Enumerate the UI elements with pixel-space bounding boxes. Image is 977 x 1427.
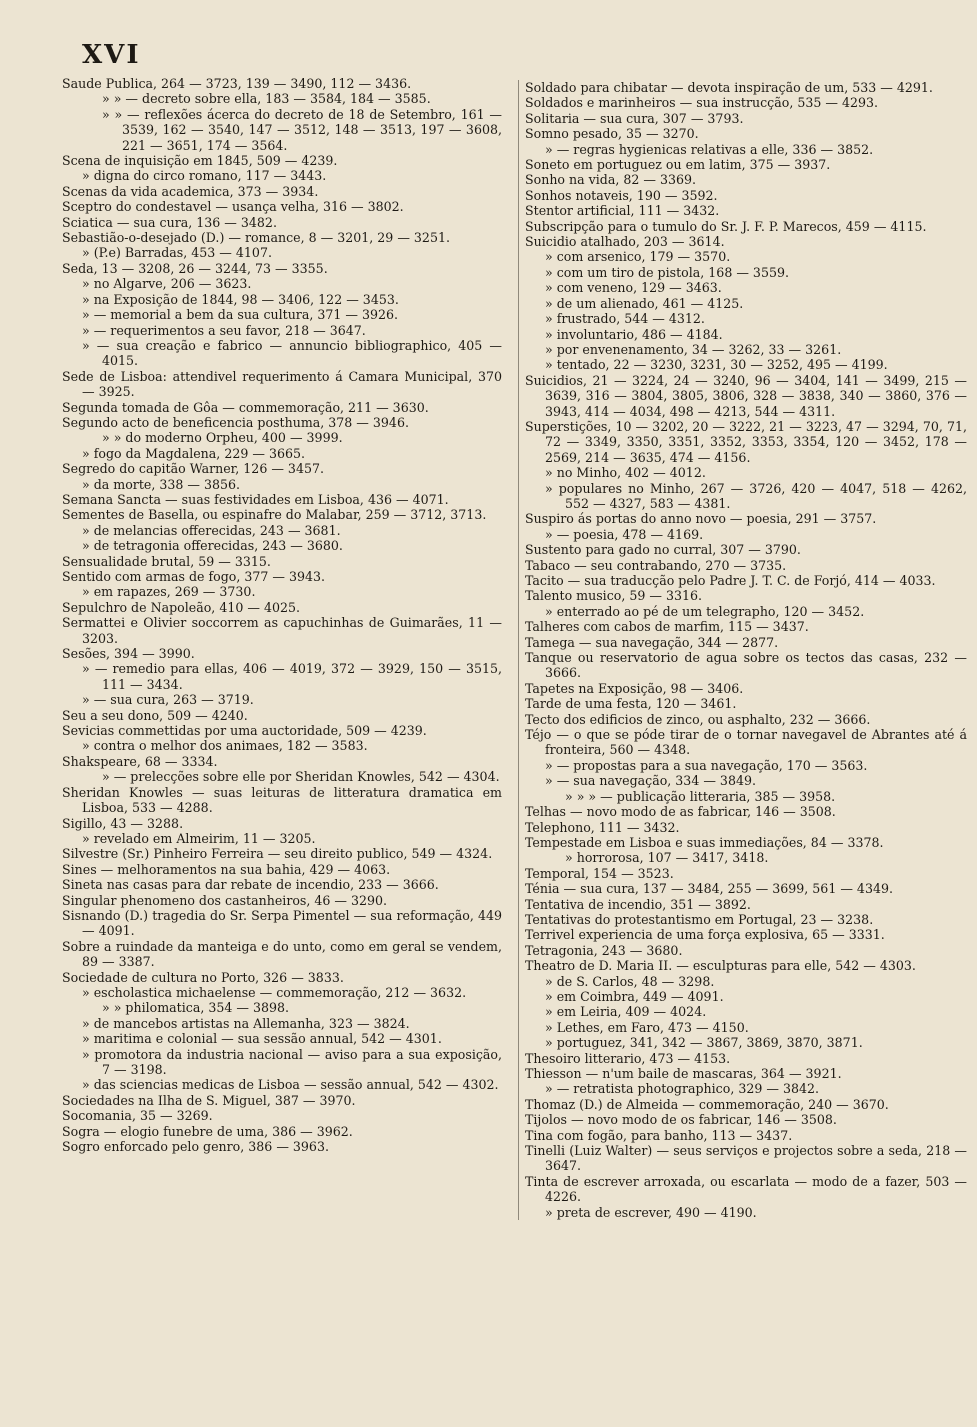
index-entry: » maritima e colonial — sua sessão annual, 542 — 4301.: [82, 1031, 442, 1047]
index-entry: » digna do circo romano, 117 — 3443.: [82, 168, 327, 184]
index-entry: Sevicias commettidas por uma auctoridade, 509 — 4239.: [62, 723, 427, 739]
index-entry: Segredo do capitão Warner, 126 — 3457.: [62, 461, 324, 477]
index-entry: Scena de inquisição em 1845, 509 — 4239.: [62, 153, 338, 169]
index-entry: » — retratista photographico, 329 — 3842.: [545, 1081, 820, 1097]
index-entry: » populares no Minho, 267 — 3726, 420 — 4047, 518 — 4262, 552 — 4327, 583 — 4381.: [545, 480, 967, 511]
index-entry: Sisnando (D.) tragedia do Sr. Serpa Pimentel — sua reformação, 449 — 4091.: [62, 907, 502, 939]
index-entry: » — poesia, 478 — 4169.: [545, 526, 704, 542]
index-entry: » — memorial a bem da sua cultura, 371 — 3926.: [82, 307, 399, 323]
index-entry: » no Minho, 402 — 4012.: [545, 465, 706, 481]
index-entry: Talheres com cabos de marfim, 115 — 3437.: [525, 619, 809, 635]
index-entry: » — regras hygienicas relativas a elle, 336 — 3852.: [545, 141, 874, 157]
index-entry: Tabaco — seu contrabando, 270 — 3735.: [525, 557, 787, 573]
index-entry: Tijolos — novo modo de os fabricar, 146 — 3508.: [525, 1112, 837, 1128]
index-entry: » no Algarve, 206 — 3623.: [82, 276, 252, 292]
index-entry: » » do moderno Orpheu, 400 — 3999.: [102, 430, 343, 446]
index-entry: Sonho na vida, 82 — 3369.: [525, 172, 697, 188]
index-entry: Terrivel experiencia de uma força explosiva, 65 — 3331.: [525, 927, 885, 943]
index-entry: Semana Sancta — suas festividades em Lisboa, 436 — 4071.: [62, 491, 449, 507]
index-entry: Telhas — novo modo de as fabricar, 146 — 3508.: [525, 804, 836, 820]
index-entry: Thesoiro litterario, 473 — 4153.: [525, 1050, 731, 1066]
index-entry: Sesões, 394 — 3990.: [62, 646, 195, 662]
index-entry: » (P.e) Barradas, 453 — 4107.: [82, 245, 272, 261]
index-entry: Sociedade de cultura no Porto, 326 — 3833.: [62, 969, 344, 985]
index-entry: Sineta nas casas para dar rebate de incendio, 233 — 3666.: [62, 877, 439, 893]
index-entry: Sementes de Basella, ou espinafre do Malabar, 259 — 3712, 3713.: [62, 507, 487, 523]
index-entry: Tentativas do protestantismo em Portugal, 23 — 3238.: [525, 911, 874, 927]
index-entry: Tina com fogão, para banho, 113 — 3437.: [525, 1127, 793, 1143]
index-entry: » enterrado ao pé de um telegrapho, 120 — 3452.: [545, 603, 865, 619]
index-entry: » — requerimentos a seu favor, 218 — 3647.: [82, 322, 366, 338]
index-entry: Tentativa de incendio, 351 — 3892.: [525, 896, 751, 912]
index-entry: Segunda tomada de Gôa — commemoração, 211 — 3630.: [62, 399, 429, 415]
index-entry: » por envenenamento, 34 — 3262, 33 — 3261.: [545, 341, 842, 357]
index-entry: Shakspeare, 68 — 3334.: [62, 753, 218, 769]
index-entry: Téjo — o que se póde tirar de o tornar navegavel de Abrantes até á fronteira, 560 — 4348.: [525, 727, 967, 758]
index-entry: » escholastica michaelense — commemoração, 212 — 3632.: [82, 984, 467, 1000]
index-entry: » em Coimbra, 449 — 4091.: [545, 988, 724, 1004]
index-entry: » de mancebos artistas na Allemanha, 323 — 3824.: [82, 1015, 410, 1031]
index-entry: Sigillo, 43 — 3288.: [62, 815, 184, 831]
index-entry: Sepulchro de Napoleão, 410 — 4025.: [62, 599, 301, 615]
index-entry: Tanque ou reservatorio de agua sobre os tectos das casas, 232 — 3666.: [525, 650, 967, 681]
index-entry: » preta de escrever, 490 — 4190.: [545, 1204, 757, 1220]
index-entry: » fogo da Magdalena, 229 — 3665.: [82, 445, 306, 461]
index-entry: Sogro enforcado pelo genro, 386 — 3963.: [62, 1139, 329, 1155]
index-entry: Tarde de uma festa, 120 — 3461.: [525, 696, 737, 712]
index-entry: Subscripção para o tumulo do Sr. J. F. P. Marecos, 459 — 4115.: [525, 218, 927, 234]
index-entry: Stentor artificial, 111 — 3432.: [525, 203, 720, 219]
index-entry: » com veneno, 129 — 3463.: [545, 280, 722, 296]
index-entry: » involuntario, 486 — 4184.: [545, 326, 723, 342]
index-entry: Sheridan Knowles — suas leituras de litteratura dramatica em Lisboa, 533 — 4288.: [62, 784, 502, 816]
index-entry: Theatro de D. Maria II. — esculpturas para elle, 542 — 4303.: [525, 958, 916, 974]
index-entry: Tecto dos edificios de zinco, ou asphalto, 232 — 3666.: [525, 711, 871, 727]
index-entry: » — sua creação e fabrico — annuncio bibliographico, 405 — 4015.: [82, 337, 502, 369]
index-entry: Saude Publica, 264 — 3723, 139 — 3490, 112 — 3436.: [62, 76, 412, 91]
index-entry: Somno pesado, 35 — 3270.: [525, 126, 699, 142]
index-entry: Talento musico, 59 — 3316.: [525, 588, 703, 604]
index-entry: » das sciencias medicas de Lisboa — sessão annual, 542 — 4302.: [82, 1077, 499, 1093]
index-entry: Sociedades na Ilha de S. Miguel, 387 — 3970.: [62, 1092, 356, 1108]
index-entry: Scenas da vida academica, 373 — 3934.: [62, 183, 319, 199]
index-entry: » na Exposição de 1844, 98 — 3406, 122 — 3453.: [82, 291, 399, 307]
index-entry: Soldados e marinheiros — sua instrucção, 535 — 4293.: [525, 95, 879, 111]
index-entry: » — sua navegação, 334 — 3849.: [545, 773, 756, 789]
index-entry: Sonhos notaveis, 190 — 3592.: [525, 187, 718, 203]
index-entry: » — prelecções sobre elle por Sheridan Knowles, 542 — 4304.: [102, 769, 500, 785]
index-entry: Tinta de escrever arroxada, ou escarlata — modo de a fazer, 503 — 4226.: [525, 1173, 967, 1205]
index-entry: » de S. Carlos, 48 — 3298.: [545, 973, 715, 989]
index-entry: » » philomatica, 354 — 3898.: [102, 1000, 290, 1016]
index-entry: Tacito — sua traducção pelo Padre J. T. C. de Forjó, 414 — 4033.: [525, 573, 936, 588]
index-entry: » com arsenico, 179 — 3570.: [545, 249, 731, 265]
index-column-left: [62, 76, 502, 1154]
index-entry: » em rapazes, 269 — 3730.: [82, 584, 256, 600]
index-entry: Sobre a ruindade da manteiga e do unto, como em geral se vendem, 89 — 3387.: [62, 938, 502, 970]
index-entry: Sermattei e Olivier soccorrem as capuchinhas de Guimarães, 11 — 3203.: [62, 615, 502, 646]
index-entry: Sebastião-o-desejado (D.) — romance, 8 — 3201, 29 — 3251.: [62, 230, 450, 246]
index-entry: » portuguez, 341, 342 — 3867, 3869, 3870, 3871.: [545, 1035, 863, 1051]
index-entry: » revelado em Almeirim, 11 — 3205.: [82, 830, 316, 846]
index-entry: » — remedio para ellas, 406 — 4019, 372 — 3929, 150 — 3515, 111 — 3434.: [82, 661, 502, 692]
index-entry: » — sua cura, 263 — 3719.: [82, 692, 254, 708]
index-entry: Singular phenomeno dos castanheiros, 46 — 3290.: [62, 892, 388, 908]
index-entry: Sensualidade brutal, 59 — 3315.: [62, 553, 271, 569]
page-number: XVI: [82, 40, 141, 70]
index-entry: » em Leiria, 409 — 4024.: [545, 1004, 707, 1020]
index-entry: Telephono, 111 — 3432.: [525, 819, 680, 835]
index-entry: Temporal, 154 — 3523.: [525, 865, 674, 881]
index-entry: » tentado, 22 — 3230, 3231, 30 — 3252, 495 — 4199.: [545, 357, 888, 373]
index-entry: » de tetragonia offerecidas, 243 — 3680.: [82, 538, 343, 554]
index-entry: Solitaria — sua cura, 307 — 3793.: [525, 110, 744, 126]
index-entry: Thiesson — n'um baile de mascaras, 364 — 3921.: [525, 1066, 842, 1081]
index-entry: Tinelli (Luiz Walter) — seus serviços e projectos sobre a seda, 218 — 3647.: [525, 1143, 967, 1174]
index-entry: Soneto em portuguez ou em latim, 375 — 3937.: [525, 157, 831, 173]
index-entry: Tapetes na Exposição, 98 — 3406.: [525, 680, 744, 696]
index-entry: » da morte, 338 — 3856.: [82, 476, 241, 492]
index-entry: Sustento para gado no curral, 307 — 3790.: [525, 542, 801, 558]
index-entry: Sentido com armas de fogo, 377 — 3943.: [62, 569, 326, 584]
index-entry: Suicidio atalhado, 203 — 3614.: [525, 234, 725, 250]
index-entry: » contra o melhor dos animaes, 182 — 3583.: [82, 738, 368, 754]
index-entry: » com um tiro de pistola, 168 — 3559.: [545, 264, 789, 280]
index-entry: Sines — melhoramentos na sua bahia, 429 — 4063.: [62, 861, 391, 877]
index-entry: Socomania, 35 — 3269.: [62, 1108, 213, 1124]
index-entry: Superstições, 10 — 3202, 20 — 3222, 21 — 3223, 47 — 3294, 70, 71, 72 — 3349, 3350, 3351, 3352, 3353, 3354, 120 — 3452, 178 — 2569, 214 — 3635, 474 — 4156.: [525, 418, 967, 465]
index-entry: Sceptro do condestavel — usança velha, 316 — 3802.: [62, 199, 404, 215]
index-entry: Segundo acto de beneficencia posthuma, 378 — 3946.: [62, 414, 409, 430]
index-entry: » frustrado, 544 — 4312.: [545, 311, 705, 327]
index-entry: » promotora da industria nacional — aviso para a sua exposição, 7 — 3198.: [82, 1046, 502, 1077]
index-entry: Tamega — sua navegação, 344 — 2877.: [525, 634, 779, 650]
index-entry: » » — reflexões ácerca do decreto de 18 de Setembro, 161 — 3539, 162 — 3540, 147 — 3512, 148 — 3513, 197 — 3608, 221 — 3651, 174 — 3564.: [102, 106, 502, 153]
index-entry: Soldado para chibatar — devota inspiração de um, 533 — 4291.: [525, 80, 933, 95]
index-entry: » » — decreto sobre ella, 183 — 3584, 184 — 3585.: [102, 91, 431, 107]
index-entry: » — propostas para a sua navegação, 170 — 3563.: [545, 757, 868, 773]
index-column-right: [518, 80, 967, 1220]
index-entry: » de um alienado, 461 — 4125.: [545, 295, 744, 311]
index-entry: Seu a seu dono, 509 — 4240.: [62, 707, 248, 723]
index-entry: Sciatica — sua cura, 136 — 3482.: [62, 214, 277, 230]
index-entry: Sogra — elogio funebre de uma, 386 — 3962.: [62, 1123, 353, 1139]
index-entry: Seda, 13 — 3208, 26 — 3244, 73 — 3355.: [62, 260, 328, 276]
index-entry: Suicidios, 21 — 3224, 24 — 3240, 96 — 3404, 141 — 3499, 215 — 3639, 316 — 3804, 3805, 3806, 328 — 3838, 340 — 3860, 376 — 3943, 414 — 4034, 498 — 4213, 544 — 4311.: [525, 372, 967, 419]
index-entry: » horrorosa, 107 — 3417, 3418.: [565, 850, 769, 866]
index-entry: » de melancias offerecidas, 243 — 3681.: [82, 522, 341, 538]
index-entry: Tetragonia, 243 — 3680.: [525, 942, 683, 958]
index-entry: » » » — publicação litteraria, 385 — 3958.: [565, 788, 836, 804]
index-entry: Suspiro ás portas do anno novo — poesia, 291 — 3757.: [525, 511, 877, 527]
index-entry: Tempestade em Lisboa e suas immediações, 84 — 3378.: [525, 834, 884, 850]
index-entry: Thomaz (D.) de Almeida — commemoração, 240 — 3670.: [525, 1096, 889, 1112]
index-entry: Ténia — sua cura, 137 — 3484, 255 — 3699, 561 — 4349.: [525, 881, 893, 897]
index-entry: Silvestre (Sr.) Pinheiro Ferreira — seu direito publico, 549 — 4324.: [62, 846, 493, 862]
index-entry: Sede de Lisboa: attendivel requerimento á Camara Municipal, 370 — 3925.: [62, 368, 502, 400]
index-entry: » Lethes, em Faro, 473 — 4150.: [545, 1019, 749, 1035]
